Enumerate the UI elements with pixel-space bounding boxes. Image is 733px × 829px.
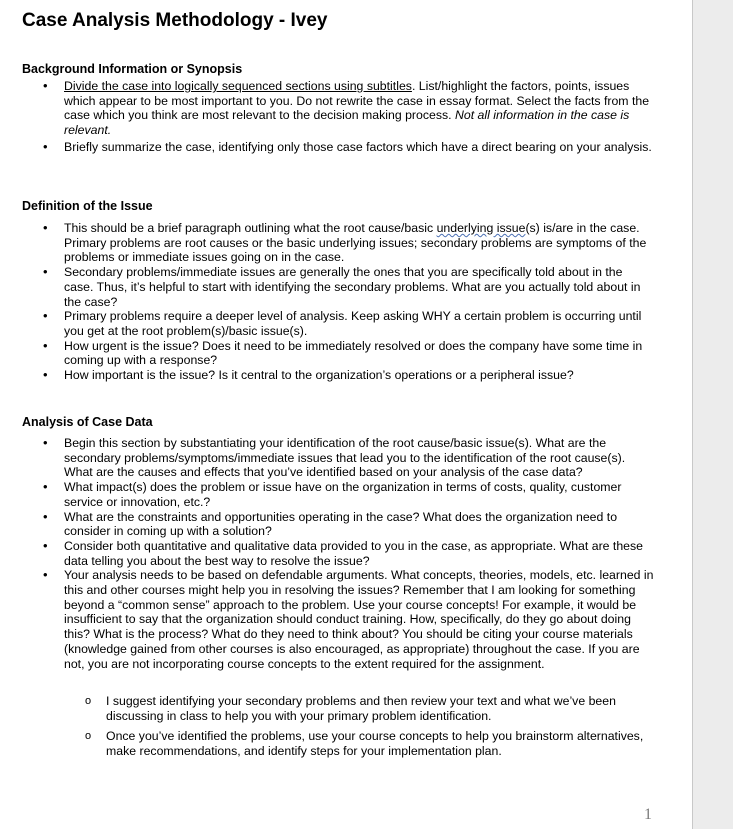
- page-number: 1: [644, 806, 652, 823]
- list-item: [22, 368, 654, 383]
- list-item: [22, 309, 654, 338]
- list-item-text: What impact(s) does the problem or issue have on the organization in terms of costs, quality, customer service or innovation, etc.?: [64, 480, 622, 509]
- list-item-text: . List/highlight the factors, points, issues which appear to be most important to you. Do not rewrite the case in essay format. Select the facts from the case which you think are most relevant to the decision making process.: [64, 79, 650, 123]
- list-item-text: How urgent is the issue? Does it need to be immediately resolved or does the company have some time in coming up with a response?: [64, 338, 643, 368]
- list-item-text: Secondary problems/immediate issues are generally the ones that you are specifically told about in the case. Thus, it’s helpful to start with identifying the secondary problems. What are you actually told about in the case?: [64, 265, 641, 309]
- list-item-text: What are the constraints and opportunities operating in the case? What does the organization need to consider in coming up with a solution?: [64, 509, 618, 539]
- list-item-text: Once you’ve identified the problems, use your course concepts to help you brainstorm alternatives, make recommendations, and identify steps for your implementation plan.: [106, 729, 644, 759]
- spellcheck-flagged-text: underlying issue: [436, 221, 526, 235]
- section-heading-background: Background Information or Synopsis: [22, 62, 243, 76]
- list-item: [22, 510, 654, 539]
- list-item-text: This should be a brief paragraph outlining what the root cause/basic: [64, 221, 437, 235]
- underlined-text: Divide the case into logically sequenced sections using subtitles: [64, 79, 412, 93]
- document-title: Case Analysis Methodology - Ivey: [22, 10, 328, 31]
- list-item-text: Primary problems require a deeper level of analysis. Keep asking WHY a certain problem is occurring until you get at the root problem(s)/basic issue(s).: [64, 309, 642, 338]
- definition-list: [22, 221, 654, 383]
- italic-text: Not all information in the case is relevant.: [64, 108, 630, 138]
- list-item: [22, 79, 654, 138]
- section-heading-analysis: Analysis of Case Data: [22, 415, 153, 429]
- list-item: [22, 140, 654, 155]
- list-item: [22, 265, 654, 309]
- background-list: [22, 79, 654, 155]
- list-item: [22, 221, 654, 265]
- sub-list-item: [84, 729, 654, 758]
- list-item: [22, 480, 654, 509]
- list-item: [22, 568, 654, 671]
- window-background: [693, 0, 733, 829]
- list-item-text: How important is the issue? Is it central to the organization’s operations or a peripheral issue?: [64, 368, 574, 383]
- analysis-list: [22, 436, 654, 671]
- list-item-text: Consider both quantitative and qualitative data provided to you in the case, as appropriate. What are these data telling you about the best way to resolve the issue?: [64, 538, 644, 568]
- list-item-text: Begin this section by substantiating your identification of the root cause/basic issue(s). What are the secondary problems/symptoms/immediate issues that lead you to the identification of the root cause(s). What are the causes and effects that you’ve identified based on your analysis of the case data?: [64, 436, 626, 480]
- list-item-text: Your analysis needs to be based on defendable arguments. What concepts, theories, models, etc. learned in this and other courses might help you in resolving the issues? Remember that I am looking for something beyond a “common sense” approach to the problem. Use your course concepts! For example, it would be insufficient to say that the organization should conduct training. How, specifically, do they go about doing this? What is the process? What do they need to think about? You should be citing your course materials (knowledge gained from other courses is also encouraged, as appropriate) throughout the case. If you are not, you are not incorporating course concepts to the extent required for the assignment.: [64, 568, 654, 671]
- analysis-sub-list: [84, 694, 654, 765]
- section-heading-definition: Definition of the Issue: [22, 199, 153, 213]
- list-item-text: Briefly summarize the case, identifying only those case factors which have a direct bearing on your analysis.: [64, 139, 652, 154]
- list-item-text: (s) is/are in the case. Primary problems are root causes or the basic underlying issues; secondary problems are symptoms of the problems or immediate issues going on in the case.: [64, 221, 647, 265]
- list-item: [22, 339, 654, 368]
- sub-list-item: [84, 694, 654, 723]
- list-item: [22, 436, 654, 480]
- list-item: [22, 539, 654, 568]
- list-item-text: I suggest identifying your secondary problems and then review your text and what we’ve been discussing in class to help you with your primary problem identification.: [106, 694, 616, 723]
